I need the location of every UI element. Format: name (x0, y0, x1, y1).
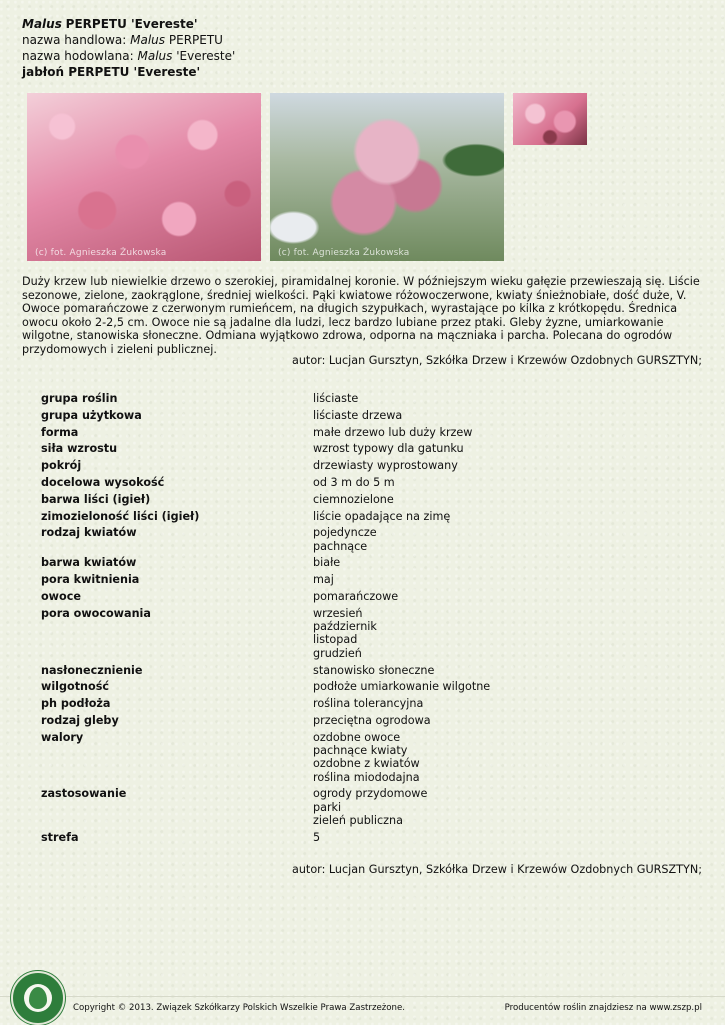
property-row (41, 697, 681, 710)
property-label: ph podłoża (41, 697, 111, 711)
property-value: pachnące kwiaty (313, 744, 408, 758)
property-value: liściaste drzewa (313, 408, 403, 422)
property-label: zimozieloność liści (igieł) (41, 509, 200, 523)
property-label: grupa roślin (41, 392, 118, 405)
property-row (41, 409, 681, 422)
property-value: parki (313, 800, 342, 814)
property-value: roślina tolerancyjna (313, 697, 424, 711)
property-values (313, 526, 681, 553)
property-value: pojedyncze (313, 526, 377, 540)
property-values (313, 680, 681, 693)
property-value: podłoże umiarkowanie wilgotne (313, 680, 491, 694)
property-value: liście opadające na zimę (313, 509, 451, 523)
property-row (41, 680, 681, 693)
author-note: autor: Lucjan Gursztyn, Szkółka Drzew i Krzewów Ozdobnych GURSZTYN; (291, 863, 702, 876)
property-row (41, 476, 681, 489)
property-value: ogrody przydomowe (313, 787, 428, 801)
property-label: wilgotność (41, 680, 109, 694)
plant-description: Duży krzew lub niewielkie drzewo o szerokiej, piramidalnej koronie. W późniejszym wieku gałęzie przewieszają się. Liście sezonowe, zielone, zaokrąglone, średniej wielkości. Pąki kwiatowe różowoczerwone, kwiaty śnieżnobiałe, dość duże, V. Owoce pomarańczowe z czerwonym rumieńcem, na długich szypułkach, wyrastające po kilka z krótkopędu. Średnica owocu około 2-2,5 cm. Owoce nie są jadalne dla ludzi, lecz bardzo lubiane przez ptaki. Gleby żyzne, umiarkowanie wilgotne, stanowiska słoneczne. Odmiana wyjątkowo zdrowa, odporna na mączniaka i parcha. Polecana do ogrodów przydomowych i zieleni publicznej. (22, 275, 700, 356)
property-values (313, 493, 681, 506)
property-row (41, 714, 681, 727)
property-value: ciemnozielone (313, 492, 394, 506)
leaf-icon (29, 987, 47, 1009)
property-label: rodzaj kwiatów (41, 526, 137, 540)
property-label: walory (41, 730, 84, 744)
property-value: zieleń publiczna (313, 814, 403, 828)
property-label: forma (41, 425, 79, 439)
photo-credit: (c) fot. Agnieszka Żukowska (35, 248, 167, 258)
property-row (41, 573, 681, 586)
property-row (41, 510, 681, 523)
property-values (313, 573, 681, 586)
properties-table (41, 392, 681, 848)
property-row (41, 459, 681, 472)
property-row (41, 426, 681, 439)
property-row (41, 590, 681, 603)
property-label: barwa liści (igieł) (41, 492, 151, 506)
latin-name: Malus PERPETU 'Evereste' (22, 17, 198, 31)
property-label: pora kwitnienia (41, 573, 140, 587)
photo-flowering-branches[interactable] (27, 93, 261, 261)
property-label: grupa użytkowa (41, 408, 142, 422)
property-row (41, 442, 681, 455)
property-row (41, 607, 681, 660)
property-values (313, 510, 681, 523)
breed-name: nazwa hodowlana: Malus 'Evereste' (22, 49, 236, 63)
property-label: nasłonecznienie (41, 663, 143, 677)
property-value: stanowisko słoneczne (313, 663, 435, 677)
property-value: październik (313, 620, 377, 634)
property-value: wrzesień (313, 606, 363, 620)
photo-flowering-tree[interactable] (270, 93, 504, 261)
property-value: małe drzewo lub duży krzew (313, 425, 473, 439)
property-row (41, 831, 681, 844)
photo-flower-closeup[interactable] (513, 93, 587, 145)
property-value: wzrost typowy dla gatunku (313, 442, 464, 456)
property-label: docelowa wysokość (41, 475, 165, 489)
property-values (313, 392, 681, 405)
property-row (41, 664, 681, 677)
association-logo-icon (11, 971, 65, 1025)
property-value: maj (313, 573, 334, 587)
property-value: listopad (313, 633, 358, 647)
trade-name: nazwa handlowa: Malus PERPETU (22, 33, 223, 47)
property-label: barwa kwiatów (41, 556, 137, 570)
property-row (41, 787, 681, 827)
property-label: owoce (41, 590, 81, 604)
property-value: roślina miododajna (313, 770, 420, 784)
property-row (41, 731, 681, 784)
producers-link[interactable]: Producentów roślin znajdziesz na www.zszp.pl (504, 1003, 702, 1013)
property-label: pokrój (41, 459, 82, 473)
property-value: pomarańczowe (313, 590, 399, 604)
property-values (313, 409, 681, 422)
property-value: ozdobne owoce (313, 730, 401, 744)
property-values (313, 607, 681, 660)
footer-divider (0, 996, 725, 997)
property-value: liściaste (313, 392, 359, 405)
photo-credit: (c) fot. Agnieszka Żukowska (278, 248, 410, 258)
property-row (41, 526, 681, 553)
property-value: drzewiasty wyprostowany (313, 459, 458, 473)
property-values (313, 426, 681, 439)
property-label: pora owocowania (41, 606, 151, 620)
author-note: autor: Lucjan Gursztyn, Szkółka Drzew i Krzewów Ozdobnych GURSZTYN; (291, 354, 702, 367)
property-value: 5 (313, 830, 321, 844)
property-row (41, 493, 681, 506)
property-values (313, 714, 681, 727)
property-values (313, 556, 681, 569)
property-row (41, 556, 681, 569)
polish-name: jabłoń PERPETU 'Evereste' (22, 65, 201, 79)
property-value: grudzień (313, 646, 362, 660)
property-values (313, 459, 681, 472)
property-values (313, 590, 681, 603)
property-value: ozdobne z kwiatów (313, 757, 420, 771)
property-label: rodzaj gleby (41, 713, 119, 727)
property-values (313, 476, 681, 489)
property-values (313, 664, 681, 677)
property-value: pachnące (313, 539, 368, 553)
property-label: strefa (41, 830, 79, 844)
property-row (41, 392, 681, 405)
property-value: od 3 m do 5 m (313, 475, 395, 489)
copyright-text: Copyright © 2013. Związek Szkółkarzy Polskich Wszelkie Prawa Zastrzeżone. (73, 1003, 405, 1013)
plant-header (22, 16, 235, 80)
property-values (313, 442, 681, 455)
property-values (313, 831, 681, 844)
property-value: przeciętna ogrodowa (313, 713, 431, 727)
property-label: zastosowanie (41, 787, 127, 801)
property-label: siła wzrostu (41, 442, 118, 456)
property-values (313, 731, 681, 784)
property-values (313, 787, 681, 827)
property-values (313, 697, 681, 710)
property-value: białe (313, 556, 341, 570)
